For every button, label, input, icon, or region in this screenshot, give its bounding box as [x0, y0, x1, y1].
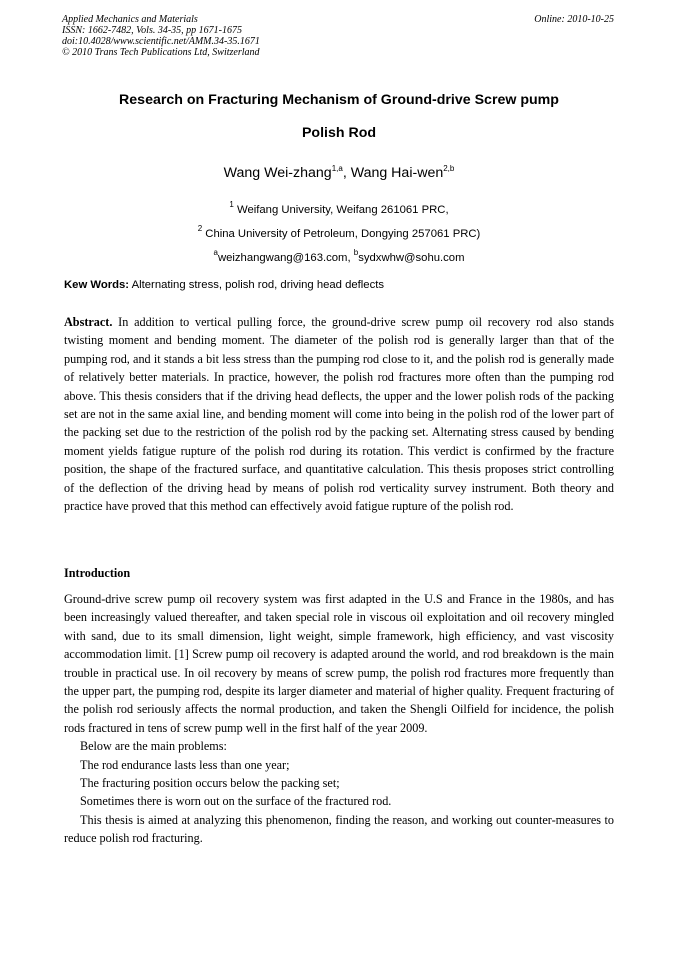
introduction-body — [64, 590, 614, 848]
author-emails — [40, 248, 638, 264]
problems-intro: Below are the main problems: — [80, 739, 227, 754]
author-1-name: Wang Wei-zhang — [223, 165, 332, 181]
problem-item-3: Sometimes there is worn out on the surface of the fractured rod. — [80, 794, 392, 809]
affiliation-2-text: China University of Petroleum, Dongying 257061 PRC) — [202, 228, 481, 240]
keywords-text: Alternating stress, polish rod, driving head deflects — [129, 279, 385, 291]
copyright-line: © 2010 Trans Tech Publications Ltd, Switzerland — [62, 47, 260, 58]
abstract-text: In addition to vertical pulling force, the ground-drive screw pump oil recovery rod also stands twisting moment and bending moment. The diameter of the polish rod is generally larger than that of the pumping rod, and it stands a bit less stress than the pumping rod close to it, and the polish rod is generally made of relatively better materials. In practice, however, the polish rod fractures more often than the pumping rod above. This thesis considers that if the driving head deflects, the upper and the lower polish rods of the packing set are not in the same axial line, and bending moment will come into being in the polish rod of the lower part of the packing set due to the restriction of the polish rod by the packing set. Alternating stress caused by bending moment yields fatigue rupture of the polish rod during its rotation. This verdict is confirmed by the fracture position, the shape of the fractured surface, and quantitative calculation. This thesis proposes strict controlling of the deflection of the driving head by means of polish rod verticality survey instrument. Both theory and practice have proved that this method can effectively avoid fatigue rupture of the polish rod. — [64, 315, 614, 514]
author-separator: , — [342, 165, 351, 181]
doi-line: doi:10.4028/www.scientific.net/AMM.34-35.1671 — [62, 36, 260, 47]
abstract-label: Abstract. — [64, 315, 113, 329]
author-1-marker: 1,a — [331, 164, 343, 173]
email-a-marker: a — [213, 248, 218, 257]
journal-name: Applied Mechanics and Materials — [62, 14, 198, 25]
problem-item-2: The fracturing position occurs below the packing set; — [80, 776, 340, 791]
email-a: weizhangwang@163.com — [217, 252, 348, 264]
keywords — [64, 279, 616, 291]
problem-item-1: The rod endurance lasts less than one year; — [80, 757, 290, 772]
paper-title-line-2: Polish Rod — [301, 125, 377, 141]
affiliation-2-marker: 2 — [197, 224, 203, 233]
email-separator: , — [347, 252, 354, 264]
email-b-marker: b — [353, 248, 359, 257]
affiliation-1 — [40, 200, 638, 216]
journal-header — [62, 14, 614, 58]
author-2-marker: 2,b — [443, 164, 455, 173]
section-heading-introduction: Introduction — [64, 566, 131, 580]
paper-title-line-1: Research on Fracturing Mechanism of Ground-drive Screw pump — [119, 92, 559, 108]
keywords-label: Kew Words: — [64, 279, 130, 291]
abstract — [64, 313, 614, 515]
intro-closing-paragraph: This thesis is aimed at analyzing this phenomenon, finding the reason, and working out counter-measures to reduce polish rod fracturing. — [64, 812, 614, 846]
author-2-name: Wang Hai-wen — [350, 165, 444, 181]
email-b: sydxwhw@sohu.com — [358, 252, 465, 264]
affiliation-1-text: Weifang University, Weifang 261061 PRC, — [233, 204, 449, 216]
issn-line: ISSN: 1662-7482, Vols. 34-35, pp 1671-1675 — [62, 25, 242, 36]
intro-paragraph-1: Ground-drive screw pump oil recovery system was first adapted in the U.S and France in the 1980s, and has been increasingly valued thereafter, and taken special role in viscous oil exploitation and oil recovery mingled with sand, due to its small dimension, light weight, simple framework, high efficiency, and vast viscosity accommodation limit. [1] Screw pump oil recovery is adapted around the world, and rod breakdown is the main trouble in practical use. In oil recovery by means of screw pump, the polish rod fractures more frequently than the upper part, the pumping rod, despite its larger diameter and material of higher quality. Frequent fracturing of the polish rod seriously affects the normal production, and taken the Shengli Oilfield for incidence, the polish rods fractured in tens of screw pump well in the first half of the year 2009. — [64, 592, 614, 735]
affiliation-1-marker: 1 — [229, 200, 234, 209]
author-list — [40, 165, 638, 181]
online-date: Online: 2010-10-25 — [534, 14, 614, 25]
affiliation-2 — [40, 224, 638, 240]
